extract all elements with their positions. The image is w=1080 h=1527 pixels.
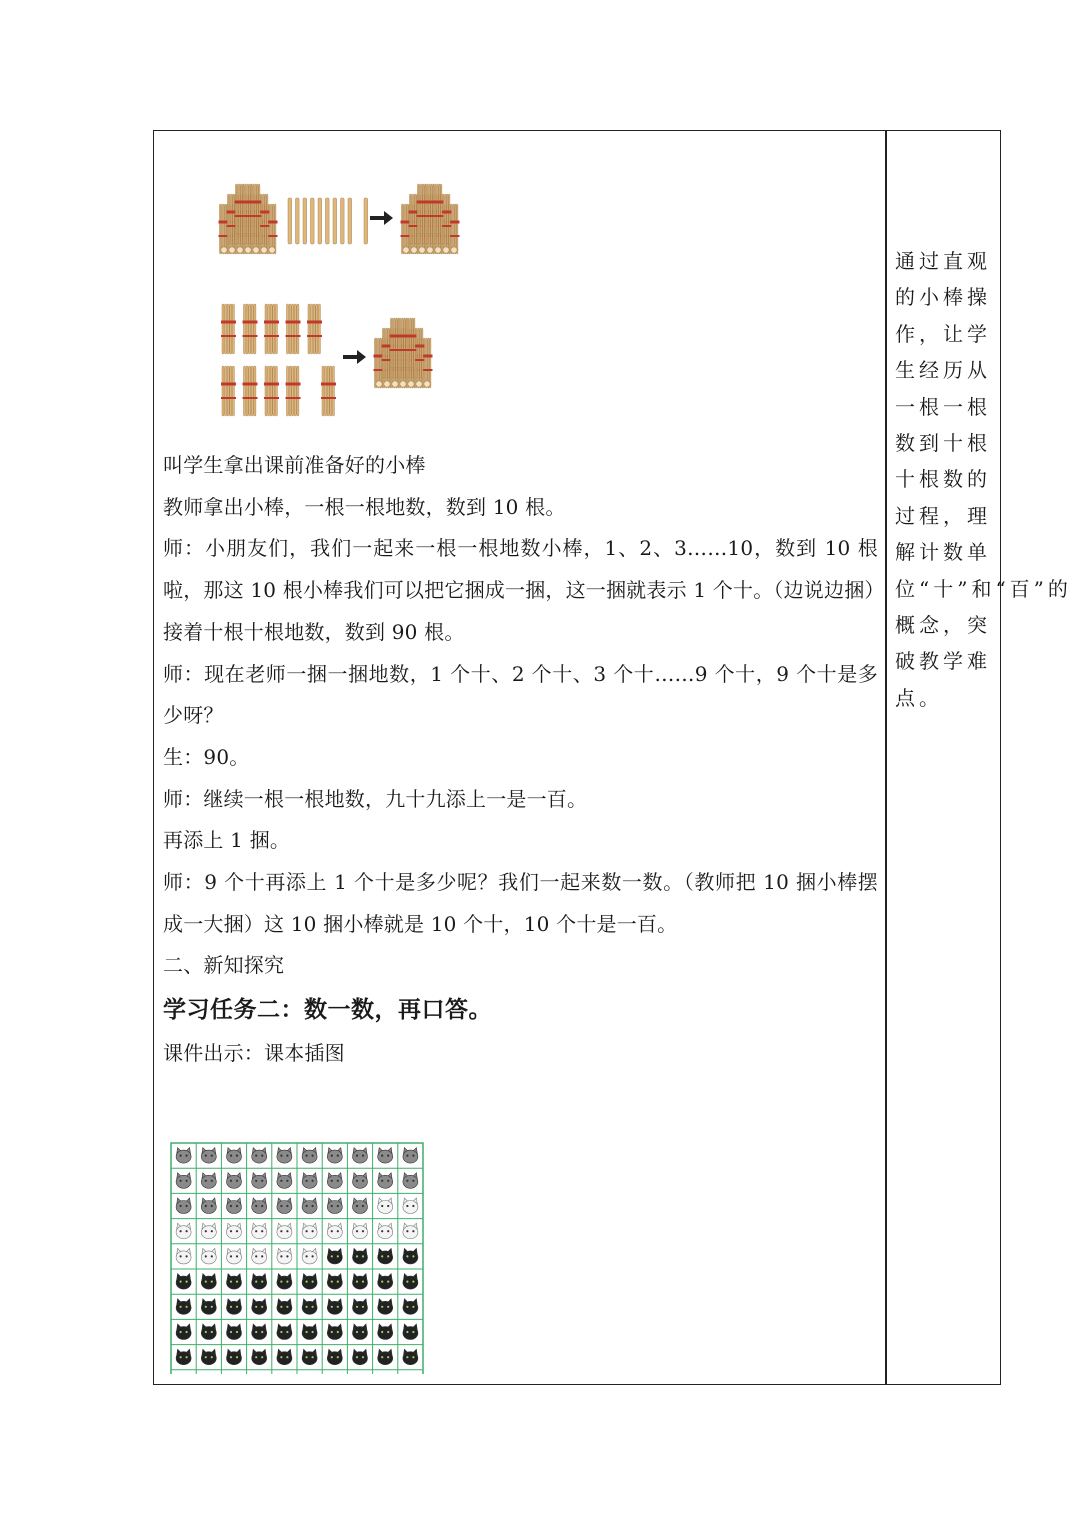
cat-gray-icon — [227, 1148, 242, 1164]
cat-black-icon — [302, 1349, 317, 1365]
paragraph-5: 师：现在老师一捆一捆地数，1 个十、2 个十、3 个十……9 个十，9 个十是多少呀？ — [163, 661, 878, 728]
cat-gray-icon — [378, 1148, 393, 1164]
cat-black-icon — [176, 1274, 191, 1290]
task-heading: 学习任务二：数一数，再口答。 — [163, 997, 492, 1024]
paragraph-1: 叫学生拿出课前准备好的小棒 — [163, 453, 426, 477]
cat-black-icon — [403, 1248, 418, 1264]
paragraph-2: 教师拿出小棒，一根一根地数，数到 10 根。 — [163, 494, 566, 519]
cat-black-icon — [277, 1324, 292, 1340]
cat-gray-icon — [403, 1173, 418, 1189]
cat-black-icon — [176, 1324, 191, 1340]
cat-black-icon — [353, 1349, 368, 1365]
side-column — [895, 243, 1072, 716]
cat-black-icon — [302, 1324, 317, 1340]
cat-black-icon — [327, 1248, 342, 1264]
cat-gray-icon — [252, 1198, 267, 1214]
cat-gray-icon — [302, 1148, 317, 1164]
cat-black-icon — [327, 1324, 342, 1340]
cat-black-icon — [227, 1324, 242, 1340]
cat-gray-icon — [227, 1173, 242, 1189]
cat-black-icon — [201, 1349, 216, 1365]
cat-gray-icon — [176, 1173, 191, 1189]
cat-black-icon — [327, 1274, 342, 1290]
courseware-line: 课件出示：课本插图 — [163, 1041, 345, 1066]
cat-gray-icon — [176, 1198, 191, 1214]
cat-black-icon — [176, 1349, 191, 1365]
cat-black-icon — [378, 1299, 393, 1315]
section-heading: 二、新知探究 — [163, 953, 285, 978]
cat-black-icon — [252, 1299, 267, 1315]
cat-white-icon — [176, 1223, 191, 1239]
cat-gray-icon — [327, 1198, 342, 1214]
cat-white-icon — [201, 1223, 216, 1239]
cat-black-icon — [403, 1274, 418, 1290]
cat-black-icon — [353, 1324, 368, 1340]
cat-white-icon — [252, 1248, 267, 1264]
cat-gray-icon — [201, 1173, 216, 1189]
cat-gray-icon — [302, 1198, 317, 1214]
main-column — [163, 140, 885, 1075]
cat-white-icon — [176, 1248, 191, 1264]
cat-gray-icon — [327, 1148, 342, 1164]
paragraph-8: 再添上 1 捆。 — [163, 828, 291, 853]
cat-black-icon — [201, 1324, 216, 1340]
cat-gray-icon — [353, 1148, 368, 1164]
cat-white-icon — [227, 1248, 242, 1264]
cat-black-icon — [378, 1248, 393, 1264]
cat-black-icon — [302, 1274, 317, 1290]
cat-black-icon — [378, 1349, 393, 1365]
cat-white-icon — [378, 1223, 393, 1239]
cat-black-icon — [353, 1248, 368, 1264]
cat-gray-icon — [227, 1198, 242, 1214]
cat-gray-icon — [353, 1173, 368, 1189]
cat-black-icon — [403, 1349, 418, 1365]
cat-white-icon — [277, 1248, 292, 1264]
cat-black-icon — [227, 1274, 242, 1290]
cat-black-icon — [403, 1324, 418, 1340]
cat-gray-icon — [252, 1148, 267, 1164]
cat-black-icon — [227, 1349, 242, 1365]
cat-gray-icon — [277, 1148, 292, 1164]
cat-gray-icon — [277, 1173, 292, 1189]
cat-black-icon — [302, 1299, 317, 1315]
cat-gray-icon — [252, 1173, 267, 1189]
cat-black-icon — [327, 1349, 342, 1365]
cat-white-icon — [403, 1223, 418, 1239]
cat-gray-icon — [201, 1148, 216, 1164]
cat-gray-icon — [403, 1148, 418, 1164]
cat-black-icon — [227, 1299, 242, 1315]
cat-white-icon — [353, 1223, 368, 1239]
side-note: 通过直观的小棒操作，让学生经历从一根一根数到十根十根数的过程，理解计数单位“十”和“百”的概念，突破教学难点。 — [895, 249, 1072, 710]
cat-white-icon — [378, 1198, 393, 1214]
cat-white-icon — [302, 1248, 317, 1264]
cat-black-icon — [201, 1299, 216, 1315]
cat-grid-illustration — [170, 1142, 428, 1374]
cat-black-icon — [252, 1324, 267, 1340]
cat-black-icon — [252, 1274, 267, 1290]
cat-gray-icon — [378, 1173, 393, 1189]
cat-black-icon — [277, 1274, 292, 1290]
cat-gray-icon — [327, 1173, 342, 1189]
cat-black-icon — [353, 1274, 368, 1290]
cat-gray-icon — [302, 1173, 317, 1189]
cat-black-icon — [176, 1299, 191, 1315]
cat-black-icon — [277, 1299, 292, 1315]
cat-white-icon — [403, 1198, 418, 1214]
cat-white-icon — [227, 1223, 242, 1239]
cat-white-icon — [302, 1223, 317, 1239]
cat-gray-icon — [277, 1198, 292, 1214]
paragraph-9: 师：9 个十再添上 1 个十是多少呢？我们一起来数一数。（教师把 10 捆小棒摆成一大捆）这 10 捆小棒就是 10 个十，10 个十是一百。 — [163, 870, 878, 936]
column-divider — [885, 130, 887, 1385]
cat-white-icon — [252, 1223, 267, 1239]
cat-black-icon — [378, 1324, 393, 1340]
cat-gray-icon — [176, 1148, 191, 1164]
paragraph-4: 接着十根十根地数，数到 90 根。 — [163, 619, 465, 644]
paragraph-3: 师：小朋友们，我们一起来一根一根地数小棒，1、2、3……10，数到 10 根啦，那这 10 根小棒我们可以把它捆成一捆，这一捆就表示 1 个十。（边说边捆） — [163, 536, 885, 603]
cat-black-icon — [201, 1274, 216, 1290]
cat-black-icon — [327, 1299, 342, 1315]
cat-black-icon — [277, 1349, 292, 1365]
cat-gray-icon — [201, 1198, 216, 1214]
cat-white-icon — [327, 1223, 342, 1239]
paragraph-7: 师：继续一根一根地数，九十九添上一是一百。 — [163, 786, 588, 811]
cat-black-icon — [252, 1349, 267, 1365]
cat-gray-icon — [353, 1198, 368, 1214]
cat-black-icon — [378, 1274, 393, 1290]
cat-white-icon — [277, 1223, 292, 1239]
cat-white-icon — [201, 1248, 216, 1264]
paragraph-6: 生：90。 — [163, 744, 250, 769]
illustration-spacer — [163, 140, 878, 445]
cat-black-icon — [353, 1299, 368, 1315]
cat-black-icon — [403, 1299, 418, 1315]
